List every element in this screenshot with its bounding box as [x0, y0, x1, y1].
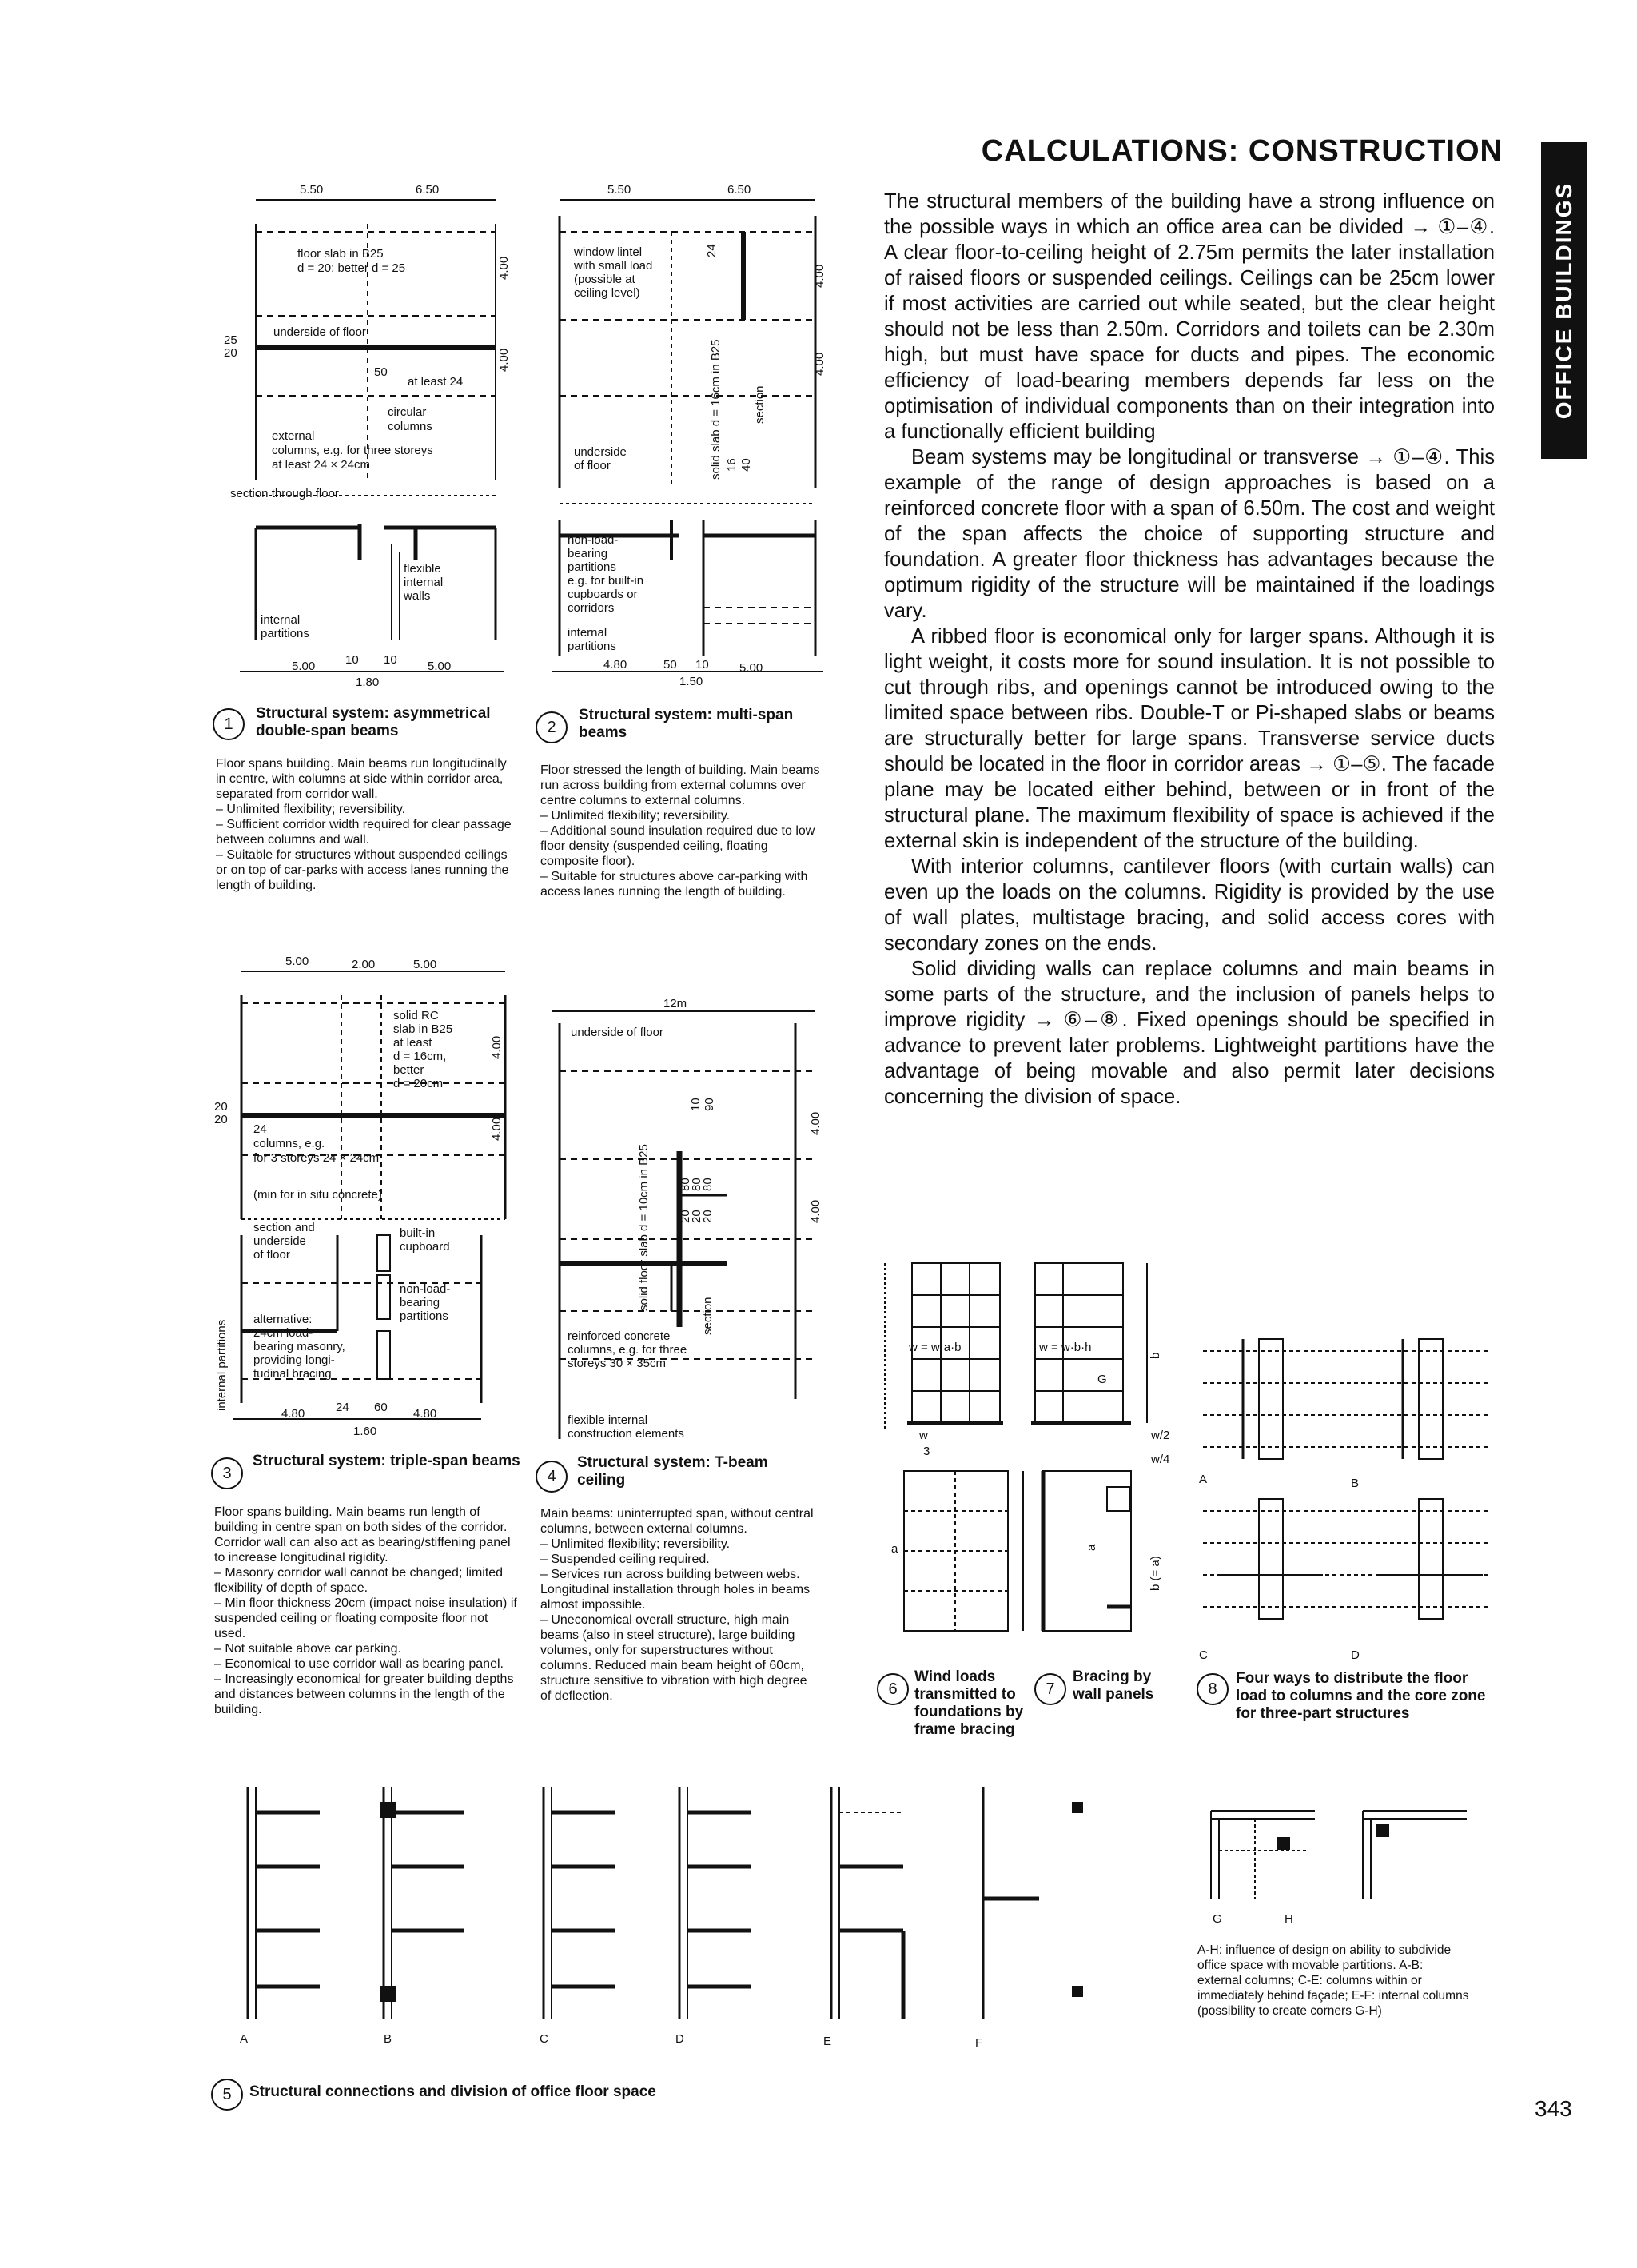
- caption-line: – Unlimited flexibility; reversibility.: [540, 809, 731, 823]
- figure-4-caption: [540, 1506, 820, 1704]
- caption-line: Floor spans building. Main beams run length of building in centre span on both sides of the corridor. Corridor wall can also act as bearing/stiffening panel to increase longitudinal rigidity.: [214, 1505, 511, 1564]
- f1-p500b: 5.00: [428, 660, 452, 673]
- f5-letter-c: C: [540, 2032, 548, 2046]
- f7-w2: w/2: [1151, 1429, 1170, 1442]
- f5-letter-e: E: [823, 2035, 832, 2048]
- section-tab-label: OFFICE BUILDINGS: [1551, 181, 1576, 420]
- f2-lintel2: with small load: [574, 259, 653, 273]
- body-paragraph: The structural members of the building have a strong influence on the possible ways in which an office area can be divided → ①–④. A clear floor-to-ceiling height of 2.75m permits the later installation of raised floors or suspended ceilings. Ceilings can be 25cm lower if most activities are carried out while seated, but the clear height should not be less than 2.50m. Corridors and toilets can be 2.30m high, but must have space for ducts and pipes. The economic efficiency of load-bearing members depends far less on the optimisation of individual components than on their integration into a functionally efficient building: [884, 190, 1495, 443]
- f3-cols3: (min for in situ concrete): [253, 1188, 382, 1202]
- f2-dim-b: 6.50: [727, 183, 751, 197]
- caption-line: – Unlimited flexibility; reversibility.: [216, 803, 406, 816]
- figure-4-number: 4: [536, 1461, 568, 1493]
- f1-extcols: columns, e.g. for three storeys: [272, 444, 433, 457]
- caption-line: – Min floor thickness 20cm (impact noise insulation) if suspended ceiling or floating composite floor not used.: [214, 1596, 517, 1640]
- f3-c24: 24: [253, 1122, 267, 1136]
- caption-line: Floor stressed the length of building. Main beams run across building from external columns over centre columns to external columns.: [540, 763, 820, 807]
- f6-w: w: [919, 1429, 928, 1442]
- f4-r80a: 80: [679, 1178, 692, 1191]
- f4-r20b: 20: [690, 1210, 703, 1223]
- f3-h400a: 4.00: [490, 1035, 504, 1059]
- f2-nl5: cupboards or: [568, 588, 638, 601]
- f1-underside: underside of floor: [273, 325, 366, 339]
- f1-slab: floor slab in B25: [297, 247, 384, 261]
- f3-alt5: tudinal bracing: [253, 1367, 332, 1381]
- f3-bi2: cupboard: [400, 1240, 450, 1254]
- figure-8-title: Four ways to distribute the floor load to columns and the core zone for three-part structures: [1236, 1670, 1486, 1722]
- f3-slab1: solid RC: [393, 1009, 439, 1022]
- f3-alt4: providing longi-: [253, 1353, 335, 1367]
- f3-slab2: slab in B25: [393, 1022, 453, 1036]
- f2-nl4: e.g. for built-in: [568, 574, 644, 588]
- f2-lintel1: window lintel: [574, 245, 643, 259]
- f2-lintel3: (possible at: [574, 273, 635, 286]
- f1-slab2: d = 20; better d = 25: [297, 261, 406, 275]
- f2-nl3: partitions: [568, 560, 616, 574]
- f1-dim-a: 5.50: [300, 183, 324, 197]
- caption-line: – Suitable for structures above car-parking with access lanes running the length of building.: [540, 870, 808, 899]
- f3-p160: 1.60: [353, 1425, 377, 1438]
- f3-d200: 2.00: [352, 958, 376, 971]
- f1-section: section through floor: [230, 487, 339, 500]
- page-title: CALCULATIONS: CONSTRUCTION: [981, 134, 1503, 168]
- f1-columns: columns: [388, 420, 432, 433]
- f3-slab6: d = 20cm: [393, 1077, 444, 1090]
- f1-flexible: flexible: [404, 562, 441, 576]
- f1-dim-b: 6.50: [416, 183, 440, 197]
- f2-vslab: solid slab d = 16cm in B25: [709, 339, 723, 480]
- f3-sec1: section and: [253, 1221, 315, 1234]
- f8-letter-g: G: [1213, 1912, 1222, 1926]
- f3-bi1: built-in: [400, 1226, 436, 1240]
- f1-d25: 25: [224, 333, 237, 347]
- f3-p480b: 4.80: [413, 1407, 437, 1421]
- f1-extcols2: at least 24 × 24cm: [272, 458, 370, 472]
- f4-flex1: flexible internal: [568, 1413, 648, 1427]
- f4-r80b: 80: [690, 1178, 703, 1191]
- figure-3-drawing: [209, 955, 529, 1451]
- f1-external: external: [272, 429, 315, 443]
- body-paragraph: Solid dividing walls can replace columns and main beams in some parts of the structure, and the inclusion of panels helps to improve rigidity → ⑥–⑧. Fixed openings should be specified in advance to prevent later problems. Lightweight partitions have the advantage of being movable and also permit later decisions concerning the division of space.: [884, 958, 1495, 1108]
- f2-d40: 40: [739, 458, 753, 472]
- f3-sec3: of floor: [253, 1248, 290, 1262]
- f4-rc3: storeys 30 × 35cm: [568, 1357, 666, 1370]
- page-number: 343: [1535, 2096, 1572, 2121]
- f6-n3: 3: [923, 1445, 930, 1458]
- f3-sec2: underside: [253, 1234, 306, 1248]
- f1-internal: internal: [404, 576, 444, 589]
- figure-5-title: Structural connections and division of office floor space: [249, 2083, 656, 2100]
- caption-line: – Uneconomical overall structure, high main beams (also in steel structure), large building volumes, only for superstructures without columns. Reduced main beam height of 60cm, structure sensitive to vibration with high degree of deflection.: [540, 1613, 807, 1703]
- figure-1-number: 1: [213, 708, 245, 740]
- f4-r80c: 80: [701, 1178, 715, 1191]
- f1-h400b: 4.00: [497, 348, 511, 372]
- f1-h400a: 4.00: [497, 256, 511, 280]
- f2-h400b: 4.00: [813, 352, 826, 376]
- figure-7-number: 7: [1034, 1673, 1066, 1705]
- f1-partitions-a: internal: [261, 613, 301, 627]
- f8-letter-h: H: [1285, 1912, 1293, 1926]
- section-tab: [1541, 142, 1587, 459]
- f4-flex2: construction elements: [568, 1427, 684, 1441]
- caption-line: Floor spans building. Main beams run longitudinally in centre, with columns at side within corridor area, separated from corridor wall.: [216, 757, 507, 801]
- f6-a: a: [891, 1542, 898, 1556]
- f4-rc2: columns, e.g. for three: [568, 1343, 687, 1357]
- f2-underside2: of floor: [574, 459, 611, 472]
- f3-p60: 60: [374, 1401, 388, 1414]
- f2-p150: 1.50: [679, 675, 703, 688]
- f5-letter-a: A: [240, 2032, 249, 2046]
- f8-letter-d: D: [1351, 1648, 1360, 1662]
- f4-r20c: 20: [701, 1210, 715, 1223]
- figure-6-drawing: [875, 1255, 1019, 1655]
- f1-d20: 20: [224, 346, 237, 360]
- figure-5-number: 5: [211, 2079, 243, 2111]
- f2-p10: 10: [695, 658, 709, 672]
- figure-8-drawing: [1195, 1335, 1499, 1671]
- f8-letter-a: A: [1199, 1473, 1208, 1486]
- f2-nl6: corridors: [568, 601, 615, 615]
- f2-p480: 4.80: [603, 658, 627, 672]
- figure-2-number: 2: [536, 711, 568, 743]
- body-paragraph: With interior columns, cantilever floors (with curtain walls) can even up the loads on the columns. Rigidity is provided by the use of wall plates, multistage bracing, and solid access cores with secondary zones on the ends.: [884, 855, 1495, 955]
- f4-h400b: 4.00: [809, 1199, 822, 1223]
- figure-7-drawing: [1019, 1255, 1171, 1655]
- f4-vsection: section: [701, 1297, 715, 1335]
- figure-2-drawing: [544, 184, 831, 696]
- f2-v24: 24: [705, 244, 719, 257]
- caption-line: – Suspended ceiling required.: [540, 1553, 710, 1566]
- figure-3-caption: [214, 1505, 518, 1717]
- f3-slab5: better: [393, 1063, 424, 1077]
- f2-d16: 16: [725, 458, 739, 472]
- f1-c50: 50: [374, 365, 388, 379]
- f7-b: b: [1149, 1352, 1162, 1359]
- f3-nl3: partitions: [400, 1309, 448, 1323]
- f3-h400b: 4.00: [490, 1117, 504, 1141]
- f3-cols1: columns, e.g.: [253, 1137, 325, 1150]
- f3-p24: 24: [336, 1401, 349, 1414]
- figure-3-title: Structural system: triple-span beams: [253, 1453, 520, 1469]
- f2-lintel4: ceiling level): [574, 286, 640, 300]
- f2-p50: 50: [663, 658, 677, 672]
- f2-p500: 5.00: [739, 661, 763, 675]
- f4-rc1: reinforced concrete: [568, 1329, 671, 1343]
- f1-p10a: 10: [345, 653, 359, 667]
- f4-r20a: 20: [679, 1210, 692, 1223]
- f5-letter-b: B: [384, 2032, 392, 2046]
- f3-alt2: 24cm load-: [253, 1326, 313, 1340]
- figure-6-title: Wind loads transmitted to foundations by frame bracing: [914, 1668, 1024, 1738]
- figure-4-title: Structural system: T-beam ceiling: [577, 1454, 768, 1489]
- f3-slab4: d = 16cm,: [393, 1050, 447, 1063]
- f2-underside1: underside: [574, 445, 627, 459]
- figure-1-title: Structural system: asymmetrical double-span beams: [256, 705, 491, 739]
- f1-p10b: 10: [384, 653, 397, 667]
- caption-line: – Not suitable above car parking.: [214, 1642, 401, 1656]
- f3-nl1: non-load-: [400, 1282, 451, 1296]
- figure-3-number: 3: [211, 1457, 243, 1489]
- f4-r10: 10: [689, 1098, 703, 1111]
- f3-alt3: bearing masonry,: [253, 1340, 345, 1353]
- f1-circular: circular: [388, 405, 427, 419]
- body-paragraph: A ribbed floor is economical only for larger spans. Although it is light weight, it costs more for sound insulation. It is not possible to cut through ribs, and openings cannot be introduced owing to the limited space between ribs. Double-T or Pi-shaped slabs or beams are structurally better for large spans. Transverse service ducts should be located in the floor in corridor areas → ①–⑤. The facade plane may be located either behind, between or in front of the structural plane. The maximum flexibility of space is achieved if the external skin is independent of the structure of the building.: [884, 625, 1495, 852]
- f1-p500a: 5.00: [292, 660, 316, 673]
- f4-r90: 90: [703, 1098, 716, 1111]
- f3-slab3: at least: [393, 1036, 432, 1050]
- f3-d20b: 20: [214, 1113, 228, 1126]
- figure-2-caption: [540, 763, 820, 899]
- figure-4-drawing: [544, 991, 831, 1455]
- f3-vint: internal partitions: [215, 1319, 229, 1411]
- f3-d500b: 5.00: [413, 958, 437, 971]
- f5-letter-d: D: [675, 2032, 684, 2046]
- caption-line: – Additional sound insulation required due to low floor density (suspended ceiling, floating composite floor).: [540, 824, 815, 868]
- caption-line: Main beams: uninterrupted span, without central columns, between external columns.: [540, 1507, 814, 1536]
- f7-g: G: [1097, 1373, 1107, 1386]
- f1-partitions-b: partitions: [261, 627, 309, 640]
- body-text: [884, 189, 1495, 1110]
- f7-a: a: [1085, 1544, 1098, 1551]
- f3-d500a: 5.00: [285, 955, 309, 968]
- caption-line: – Economical to use corridor wall as bearing panel.: [214, 1657, 504, 1671]
- caption-line: – Unlimited flexibility; reversibility.: [540, 1537, 731, 1551]
- figure-1-drawing: [224, 184, 512, 696]
- figure-8-corners-drawing: [1195, 1803, 1499, 1931]
- f2-ip2: partitions: [568, 640, 616, 653]
- figure-6-number: 6: [877, 1673, 909, 1705]
- f2-ip1: internal: [568, 626, 607, 640]
- f1-walls: walls: [404, 589, 431, 603]
- f6-formula: w = w·a·b: [909, 1341, 962, 1354]
- f2-vsection: section: [753, 385, 767, 424]
- figure-1-caption: [216, 756, 520, 893]
- f3-nl2: bearing: [400, 1296, 440, 1309]
- f2-dim-a: 5.50: [607, 183, 631, 197]
- figure-8-note: A-H: influence of design on ability to subdivide office space with movable partitions. A-B: external columns; C-E: columns within or immediately behind façade; E-F: internal columns (possibility to create corners G-H): [1197, 1943, 1469, 2018]
- f8-letter-c: C: [1199, 1648, 1208, 1662]
- f5-letter-f: F: [975, 2036, 983, 2050]
- f2-nl1: non-load-: [568, 533, 619, 547]
- f3-p480a: 4.80: [281, 1407, 305, 1421]
- f2-h400a: 4.00: [813, 264, 826, 288]
- f4-underside: underside of floor: [571, 1026, 663, 1039]
- f3-cols2: for 3 storeys 24 × 24cm: [253, 1151, 380, 1165]
- figure-8-number: 8: [1197, 1673, 1229, 1705]
- figure-7-title: Bracing by wall panels: [1073, 1668, 1154, 1703]
- caption-line: – Sufficient corridor width required for clear passage between columns and wall.: [216, 818, 512, 847]
- f7-ba: b (= a): [1149, 1556, 1162, 1591]
- caption-line: – Services run across building between webs. Longitudinal installation through holes in beams almost impossible.: [540, 1568, 811, 1612]
- f7-w4: w/4: [1151, 1453, 1170, 1466]
- f1-p180: 1.80: [356, 676, 380, 689]
- f2-nl2: bearing: [568, 547, 608, 560]
- f1-atleast: at least 24: [408, 375, 464, 389]
- f7-formula: w = w·b·h: [1039, 1341, 1092, 1354]
- f8-letter-b: B: [1351, 1477, 1360, 1490]
- body-paragraph: Beam systems may be longitudinal or transverse → ①–④. This example of the range of design approaches is based on a reinforced concrete floor with a span of 6.50m. The cost and weight of the span affects the choice of supporting structure and foundation. A greater floor thickness has advantages because the optimum rigidity of the structure will be maintained if the loadings vary.: [884, 446, 1495, 622]
- f4-span: 12m: [663, 997, 687, 1010]
- f4-h400a: 4.00: [809, 1111, 822, 1135]
- caption-line: – Increasingly economical for greater building depths and distances between columns in the length of the building.: [214, 1672, 514, 1716]
- f3-d20a: 20: [214, 1100, 228, 1114]
- f4-vslab: solid floor slab d = 10cm in B25: [637, 1144, 651, 1311]
- figure-5-drawing: [232, 1779, 1175, 2051]
- caption-line: – Masonry corridor wall cannot be changed; limited flexibility of depth of space.: [214, 1566, 504, 1595]
- figure-2-title: Structural system: multi-span beams: [579, 707, 794, 741]
- caption-line: – Suitable for structures without suspended ceilings or on top of car-parks with access lanes running the length of building.: [216, 848, 509, 892]
- f3-alt1: alternative:: [253, 1313, 313, 1326]
